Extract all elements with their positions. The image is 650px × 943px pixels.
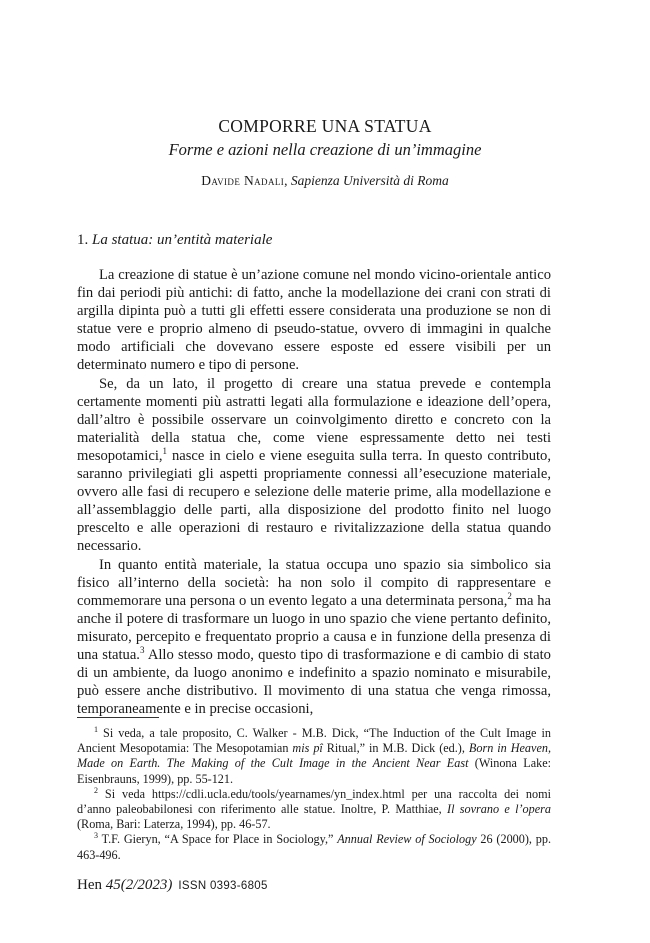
footnote-separator (77, 717, 159, 718)
journal-name: Hen (77, 877, 102, 893)
author-line: Davide Nadali, Sapienza Università di Roma (201, 173, 449, 188)
footnote-3-text-c: 26 (2000), pp. 463-496. (77, 832, 552, 862)
paragraph-3 (77, 556, 551, 719)
footnote-2-text-c: (Roma, Bari: Laterza, 1994), pp. 46-57. (77, 817, 271, 832)
footnote-3-text-a: T.F. Gieryn, “A Space for Place in Sociology,” (98, 832, 338, 847)
section-title: La statua: un’entità materiale (92, 232, 273, 248)
footnotes (77, 726, 551, 863)
page-footer (77, 877, 268, 894)
paragraph-1 (77, 266, 551, 375)
body-text (77, 266, 551, 718)
paragraph-2 (77, 375, 551, 556)
footnote-2-text-a: Si veda https://cdli.ucla.edu/tools/yearnames/yn_index.html per una raccolta dei nomi d’anno paleobabilonesi con riferimento alle statue. Inoltre, P. Matthiae, (77, 786, 551, 817)
footnote-1-number: 1 (94, 724, 98, 734)
article-subtitle: Forme e azioni nella creazione di un’immagine (168, 140, 482, 159)
article-title: COMPORRE UNA STATUA (218, 116, 432, 136)
footnote-ref-1[interactable]: 1 (162, 446, 168, 457)
paragraph-3-text-b: ma ha anche il potere di trasformare un luogo in uno spazio che viene pertanto definito, misurato, percepito e frequentato proprio a causa e in funzione della presenza di una statua. (77, 592, 551, 663)
footnote-2-book-title: Il sovrano e l’opera (447, 802, 551, 817)
footnote-1 (77, 726, 551, 787)
section-number: 1. (77, 232, 89, 248)
footnote-1-book-title: Born in Heaven, Made on Earth. The Making of the Cult Image in the Ancient Near East (77, 741, 551, 771)
footnote-3-journal-title: Annual Review of Sociology (337, 832, 477, 847)
journal-issn: ISSN 0393-6805 (178, 880, 268, 892)
section-heading (77, 232, 272, 249)
paragraph-3-text-a: In quanto entità materiale, la statua occupa uno spazio sia simbolico sia fisico all’interno della società: ha non solo il compito di rappresentare e commemorare una persona o un evento legato a una determinata persona, (77, 556, 551, 609)
footnote-ref-3[interactable]: 3 (139, 645, 145, 656)
footnote-2 (77, 787, 551, 833)
footnote-2-number: 2 (94, 785, 98, 795)
footnote-3 (77, 832, 551, 862)
footnote-1-text-a: Si veda, a tale proposito, C. Walker - M.B. Dick, “The Induction of the Cult Image in Ancient Mesopotamia: The Mesopotamian (77, 726, 551, 756)
author-affiliation: Sapienza Università di Roma (290, 173, 449, 188)
paragraph-3-text-c: Allo stesso modo, questo tipo di trasformazione e di cambio di stato di un ambiente, da luogo anonimo e indefinito a spazio nominato e misurabile, può essere anche distributivo. Il movimento di una statua che venga rimossa, temporaneamente e in precise occasioni, (77, 646, 551, 718)
paragraph-2-text-b: nasce in cielo e viene eseguita sulla terra. In questo contributo, saranno privilegiati gli aspetti propriamente connessi all’esecuzione materiale, ovvero alle fasi di recupero e selezione delle materie prime, alla modellazione e all’assemblaggio delle parti, alla disposizione del prodotto finito nel luogo prescelto e alle operazioni di restauro e rivitalizzazione della statua quando necessario. (77, 447, 551, 555)
author-name: Davide Nadali (201, 173, 285, 188)
footnote-1-text-c: Ritual,” in M.B. Dick (ed.), (322, 741, 469, 756)
paragraph-2-text-a: Se, da un lato, il progetto di creare una statua prevede e contempla certamente momenti più astratti legati alla formulazione e ideazione dell’opera, dall’altro è possibile osservare un coinvolgimento diretto e concreto con la materialità della statua che, come viene espressamente detto nei testi mesopotamici, (77, 375, 551, 464)
footnote-3-number: 3 (94, 831, 98, 841)
paragraph-1-text: La creazione di statue è un’azione comune nel mondo vicino-orientale antico fin dai periodi più antichi: di fatto, anche la modellazione dei crani con strati di argilla dipinta può a tutti gli effetti essere considerata una produzione se non di statue vere e proprio almeno di pseudo-statue, ovvero di immagini in qualche modo artificiali che dovevano essere esposte ed essere visibili per un determinato numero e tipo di persone. (77, 267, 551, 374)
journal-volume: 45(2/2023) (105, 877, 173, 893)
footnote-ref-2[interactable]: 2 (507, 590, 512, 601)
footnote-1-ritual-name: mis pî (292, 741, 323, 756)
footnote-1-text-e: (Winona Lake: Eisenbrauns, 1999), pp. 55-121. (77, 756, 551, 786)
